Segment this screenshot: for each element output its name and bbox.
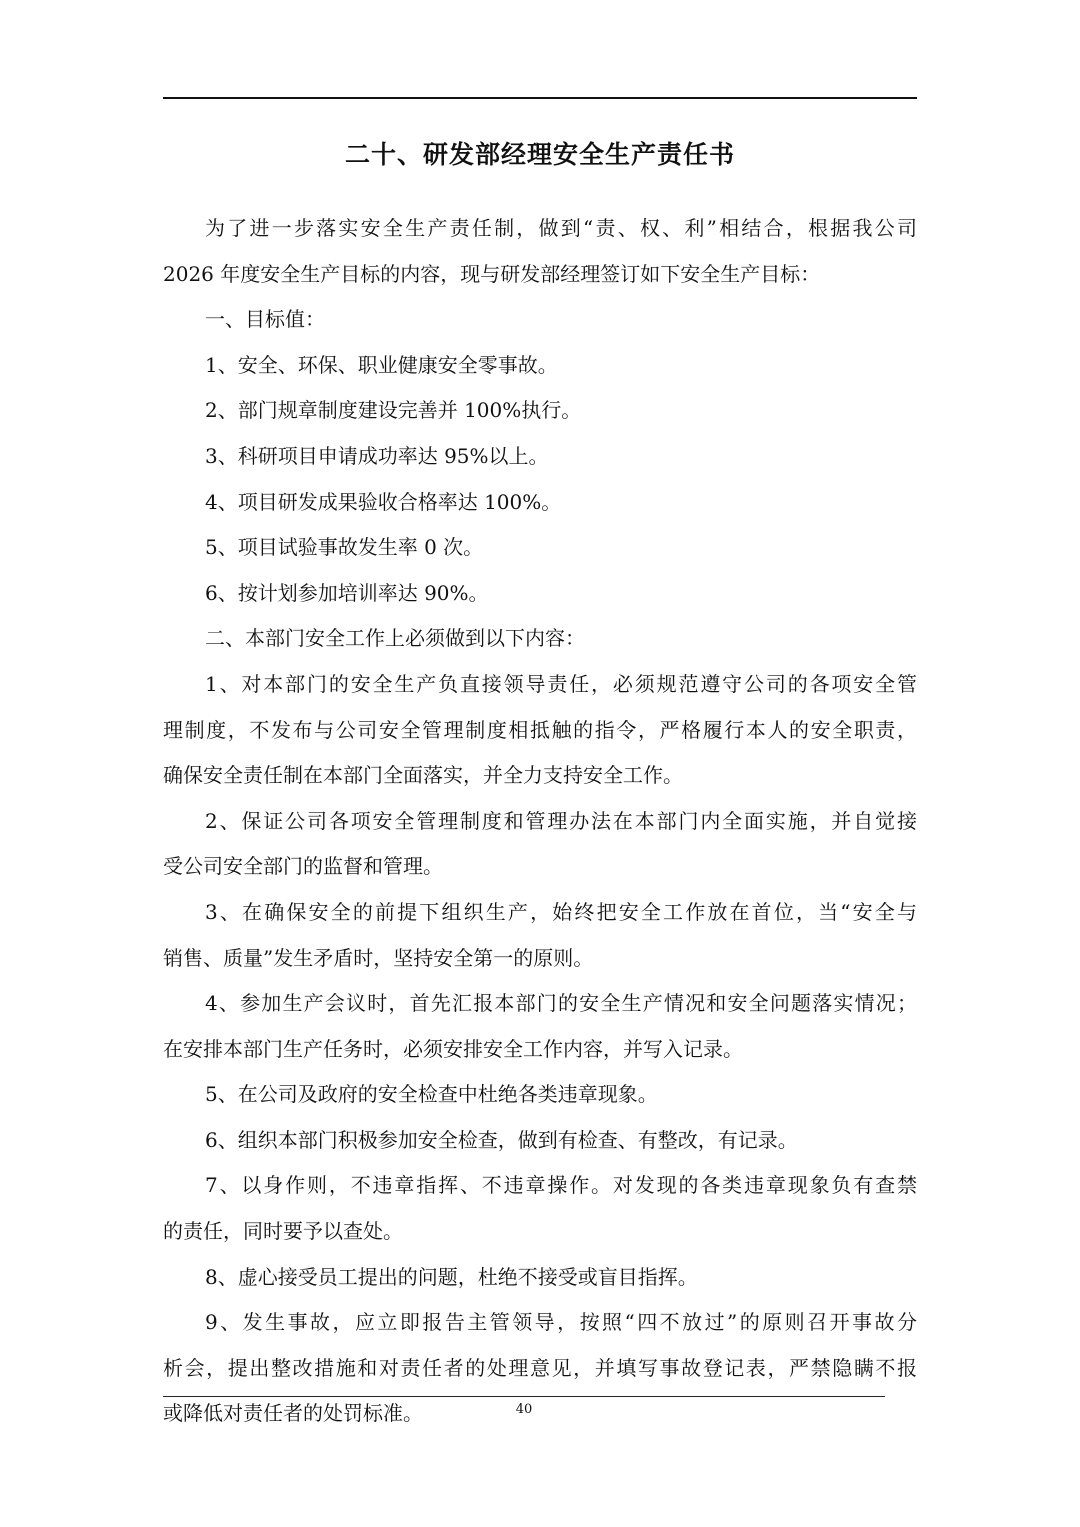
duty-item: 1、对本部门的安全生产负直接领导责任，必须规范遵守公司的各项安全管 (205, 671, 917, 696)
duty-item: 2、保证公司各项安全管理制度和管理办法在本部门内全面实施，并自觉接 (205, 808, 917, 833)
header-rule (163, 97, 917, 99)
duty-item-continued: 或降低对责任者的处罚标准。 (163, 1401, 423, 1426)
target-item: 6、按计划参加培训率达 90%。 (205, 580, 489, 605)
duty-item: 6、组织本部门积极参加安全检查，做到有检查、有整改，有记录。 (205, 1127, 798, 1152)
duty-item: 7、以身作则，不违章指挥、不违章操作。对发现的各类违章现象负有查禁 (205, 1173, 917, 1198)
duty-item-continued: 销售、质量”发生矛盾时，坚持安全第一的原则。 (163, 945, 594, 970)
document-title: 二十、研发部经理安全生产责任书 (344, 140, 735, 169)
target-item: 2、部门规章制度建设完善并 100%执行。 (205, 398, 582, 423)
section-heading: 二、本部门安全工作上必须做到以下内容： (205, 626, 585, 651)
duty-item-continued: 受公司安全部门的监督和管理。 (163, 854, 443, 879)
duty-item-continued: 析会，提出整改措施和对责任者的处理意见，并填写事故登记表，严禁隐瞒不报 (163, 1355, 917, 1380)
duty-item-continued: 理制度，不发布与公司安全管理制度相抵触的指令，严格履行本人的安全职责， (163, 717, 917, 742)
page-number: 40 (515, 1402, 533, 1417)
duty-item: 8、虚心接受员工提出的问题，杜绝不接受或盲目指挥。 (205, 1264, 698, 1289)
duty-item-continued: 确保安全责任制在本部门全面落实，并全力支持安全工作。 (163, 763, 683, 788)
duty-item-continued: 在安排本部门生产任务时，必须安排安全工作内容，并写入记录。 (163, 1036, 743, 1061)
target-item: 5、项目试验事故发生率 0 次。 (205, 535, 484, 560)
target-item: 4、项目研发成果验收合格率达 100%。 (205, 489, 562, 514)
duty-item: 3、在确保安全的前提下组织生产，始终把安全工作放在首位，当“安全与 (205, 899, 917, 924)
footer-rule (163, 1396, 885, 1397)
duty-item: 9、发生事故，应立即报告主管领导，按照“四不放过”的原则召开事故分 (205, 1310, 917, 1335)
target-item: 1、安全、环保、职业健康安全零事故。 (205, 352, 558, 377)
duty-item: 5、在公司及政府的安全检查中杜绝各类违章现象。 (205, 1082, 658, 1107)
duty-item: 4、参加生产会议时，首先汇报本部门的安全生产情况和安全问题落实情况； (205, 991, 917, 1016)
body-line: 2026 年度安全生产目标的内容，现与研发部经理签订如下安全生产目标： (163, 261, 821, 286)
target-item: 3、科研项目申请成功率达 95%以上。 (205, 443, 549, 468)
document-body (163, 212, 917, 1443)
section-heading: 一、目标值： (205, 307, 325, 332)
duty-item-continued: 的责任，同时要予以查处。 (163, 1219, 403, 1244)
body-line: 为了进一步落实安全生产责任制，做到“责、权、利”相结合，根据我公司 (205, 216, 917, 240)
